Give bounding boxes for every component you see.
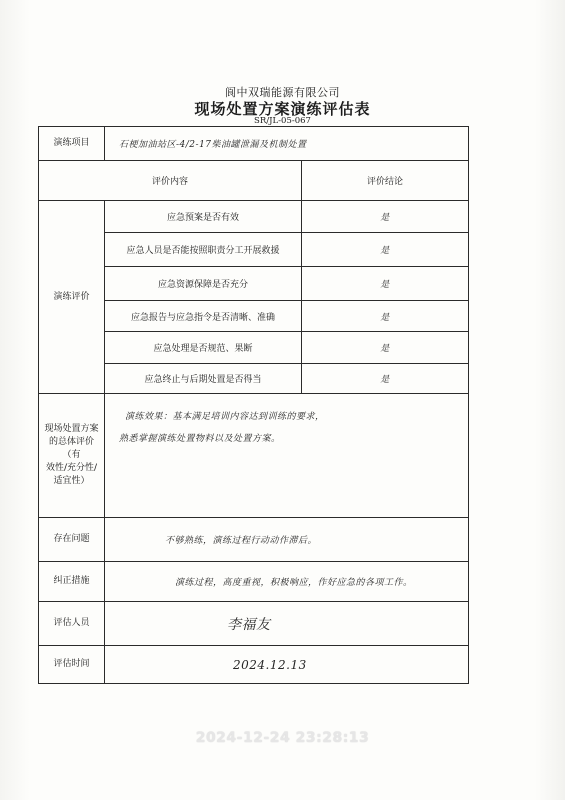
overall-label-line: 现场处置方案 (44, 424, 99, 434)
assessor-row (39, 602, 469, 646)
evaluation-form-table (38, 126, 469, 684)
eval-row-content: 应急预案是否有效 (105, 201, 302, 233)
form-code: SR/JL-05-067 (254, 116, 311, 126)
eval-row (39, 201, 469, 233)
drill-item-label: 演练项目 (39, 127, 105, 161)
drill-eval-label: 演练评价 (39, 201, 105, 394)
assess-time-row (39, 646, 469, 684)
eval-row-conclusion: 是 (302, 332, 469, 364)
company-name: 阆中双瑞能源有限公司 (225, 86, 340, 99)
eval-content-header: 评价内容 (39, 161, 302, 201)
eval-row-conclusion: 是 (302, 301, 469, 332)
overall-label-line: 的总体评价 (48, 437, 94, 447)
issues-value: 不够熟练，演练过程行动动作滞后。 (105, 518, 469, 562)
issues-label: 存在问题 (39, 518, 105, 562)
eval-row-conclusion: 是 (302, 267, 469, 301)
issues-row (39, 518, 469, 562)
eval-row-content: 应急处理是否规范、果断 (105, 332, 302, 364)
eval-row-conclusion: 是 (302, 233, 469, 267)
eval-row-content: 应急终止与后期处置是否得当 (105, 364, 302, 394)
drill-item-row (39, 127, 469, 161)
corrective-row (39, 562, 469, 602)
eval-row-content: 应急资源保障是否充分 (105, 267, 302, 301)
scan-timestamp: 2024-12-24 23:28:13 (195, 730, 370, 746)
assess-time-value: 2024.12.13 (105, 646, 469, 684)
assessor-value: 李福友 (105, 602, 469, 646)
corrective-label: 纠正措施 (39, 562, 105, 602)
eval-row-conclusion: 是 (302, 201, 469, 233)
overall-eval-label (39, 394, 105, 518)
drill-item-value: 石梗加油站区-4/2-17柴油罐泄漏及机制处置 (105, 127, 469, 161)
overall-text-line: 演练效果：基本满足培训内容达到训练的要求， (125, 412, 325, 422)
eval-row-conclusion: 是 (302, 364, 469, 394)
overall-label-line: 适宜性） (53, 476, 90, 486)
overall-text-line: 熟悉掌握演练处置物料以及处置方案。 (119, 434, 281, 444)
overall-label-line: 效性/充分性/ (45, 463, 98, 473)
corrective-value: 演练过程，高度重视，积极响应，作好应急的各项工作。 (105, 562, 469, 602)
eval-row-content: 应急人员是否能按照职责分工开展救援 (105, 233, 302, 267)
assessor-label: 评估人员 (39, 602, 105, 646)
assess-time-label: 评估时间 (39, 646, 105, 684)
form-title: 现场处置方案演练评估表 (194, 100, 371, 118)
overall-eval-row (39, 394, 469, 518)
eval-header-row (39, 161, 469, 201)
eval-row-content: 应急报告与应急指令是否清晰、准确 (105, 301, 302, 332)
eval-conclusion-header: 评价结论 (302, 161, 469, 201)
overall-eval-text (105, 394, 469, 518)
overall-label-line: （有 (62, 450, 81, 460)
